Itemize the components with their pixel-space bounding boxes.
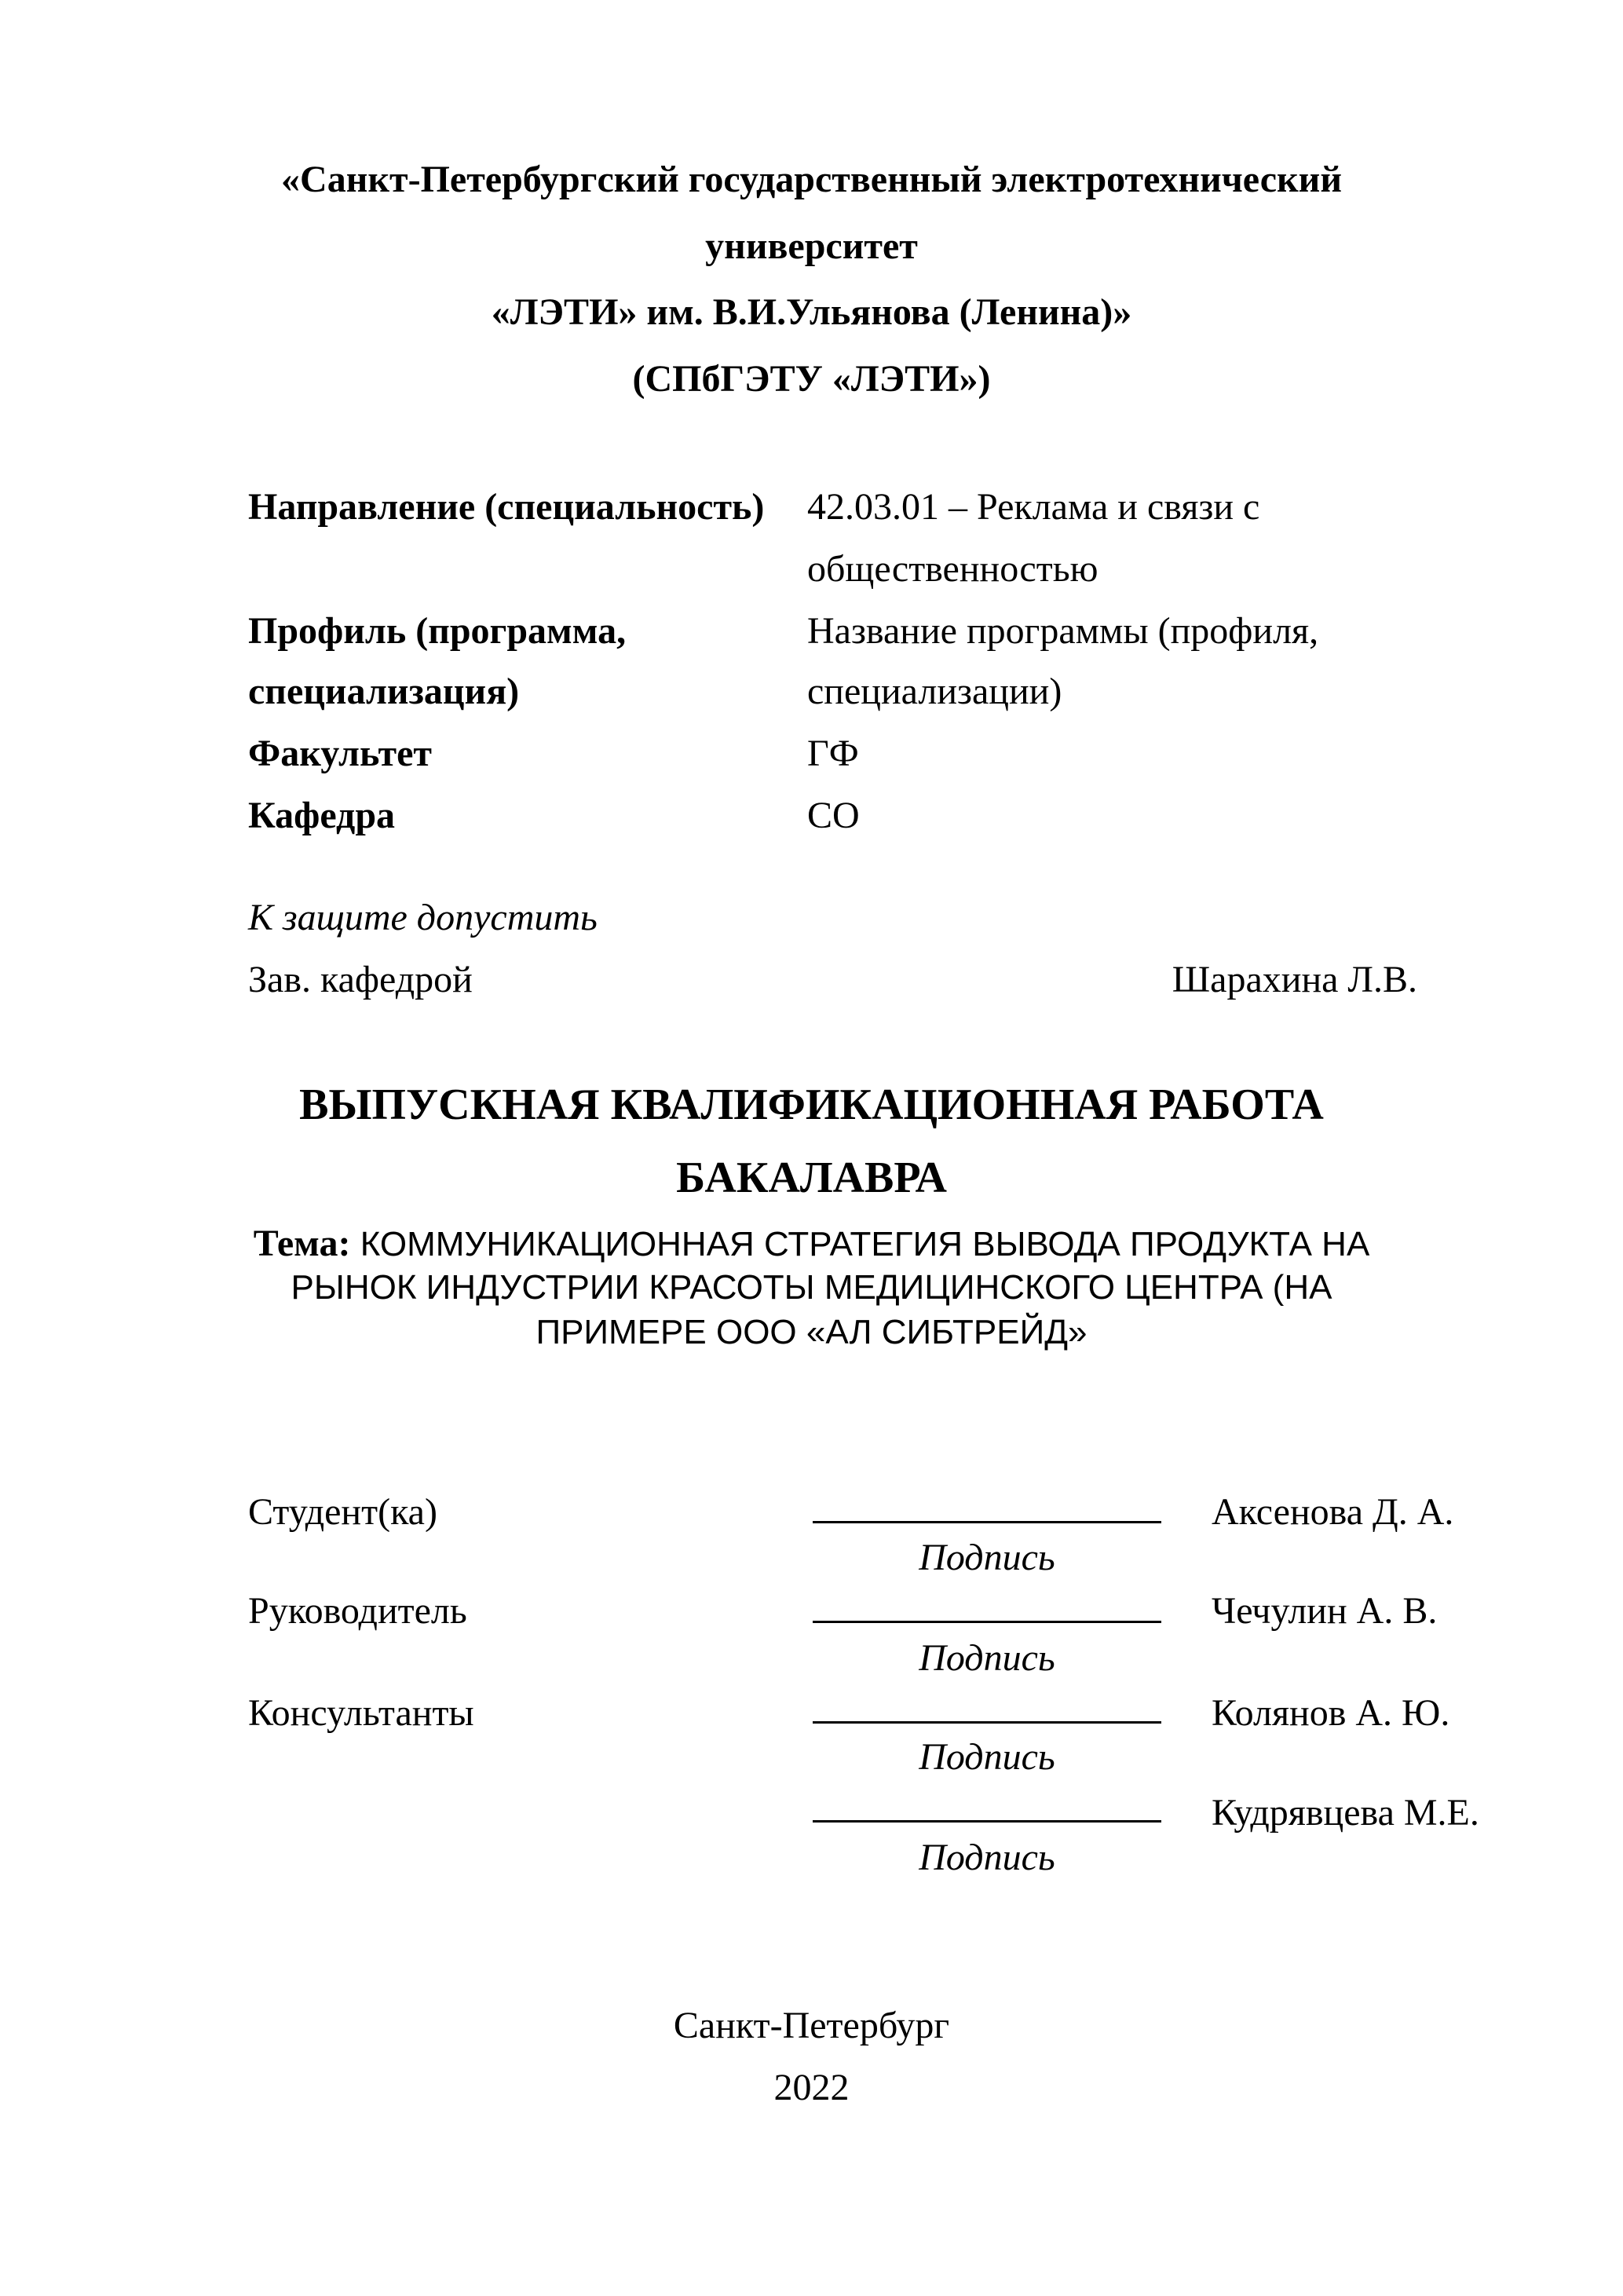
signature-caption: Подпись	[919, 1637, 1055, 1679]
head-name: Шарахина Л.В.	[1172, 959, 1417, 1000]
signature-name: Кудрявцева М.Е.	[1212, 1792, 1479, 1834]
topic-text: КОММУНИКАЦИОННАЯ СТРАТЕГИЯ ВЫВОДА ПРОДУКТА НА	[350, 1225, 1370, 1263]
profile-value-cont: специализации)	[807, 671, 1062, 712]
profile-label-cont: специализация)	[248, 671, 520, 712]
signature-name: Чечулин А. В.	[1212, 1590, 1438, 1632]
work-title-line-2: БАКАЛАВРА	[676, 1153, 947, 1202]
signature-caption: Подпись	[919, 1736, 1055, 1778]
year: 2022	[773, 2067, 850, 2108]
department-label: Кафедра	[248, 795, 396, 836]
topic-line-3: ПРИМЕРЕ ООО «АЛ СИБТРЕЙД»	[536, 1313, 1087, 1351]
signature-line	[813, 1721, 1161, 1724]
faculty-value: ГФ	[807, 733, 859, 774]
direction-label: Направление (специальность)	[248, 486, 765, 528]
direction-value-cont: общественностью	[807, 548, 1098, 590]
admission-note: К защите допустить	[248, 897, 598, 938]
faculty-label: Факультет	[248, 733, 432, 774]
university-name-line-3: «ЛЭТИ» им. В.И.Ульянова (Ленина)»	[491, 291, 1132, 333]
signature-line	[813, 1521, 1161, 1523]
topic-label: Тема:	[253, 1223, 351, 1264]
signature-role: Руководитель	[248, 1590, 467, 1632]
university-name-line-2: университет	[705, 225, 918, 267]
topic-line-1	[0, 1222, 1623, 1267]
signature-role: Студент(ка)	[248, 1491, 437, 1533]
signature-line	[813, 1621, 1161, 1623]
signature-caption: Подпись	[919, 1537, 1055, 1578]
signature-line	[813, 1820, 1161, 1823]
head-label: Зав. кафедрой	[248, 959, 473, 1000]
university-abbreviation: (СПбГЭТУ «ЛЭТИ»)	[632, 358, 991, 400]
city: Санкт-Петербург	[673, 2005, 950, 2046]
signature-caption: Подпись	[919, 1837, 1055, 1878]
signature-role: Консультанты	[248, 1692, 474, 1734]
university-name-line-1: «Санкт-Петербургский государственный электротехнический	[281, 159, 1342, 200]
department-value: СО	[807, 795, 860, 836]
signature-name: Колянов А. Ю.	[1212, 1692, 1450, 1734]
topic-line-2: РЫНОК ИНДУСТРИИ КРАСОТЫ МЕДИЦИНСКОГО ЦЕНТРА (НА	[291, 1268, 1332, 1307]
direction-value: 42.03.01 – Реклама и связи с	[807, 486, 1260, 528]
work-title-line-1: ВЫПУСКНАЯ КВАЛИФИКАЦИОННАЯ РАБОТА	[299, 1080, 1324, 1129]
signature-name: Аксенова Д. А.	[1212, 1491, 1454, 1533]
profile-value: Название программы (профиля,	[807, 610, 1319, 652]
profile-label: Профиль (программа,	[248, 610, 627, 652]
